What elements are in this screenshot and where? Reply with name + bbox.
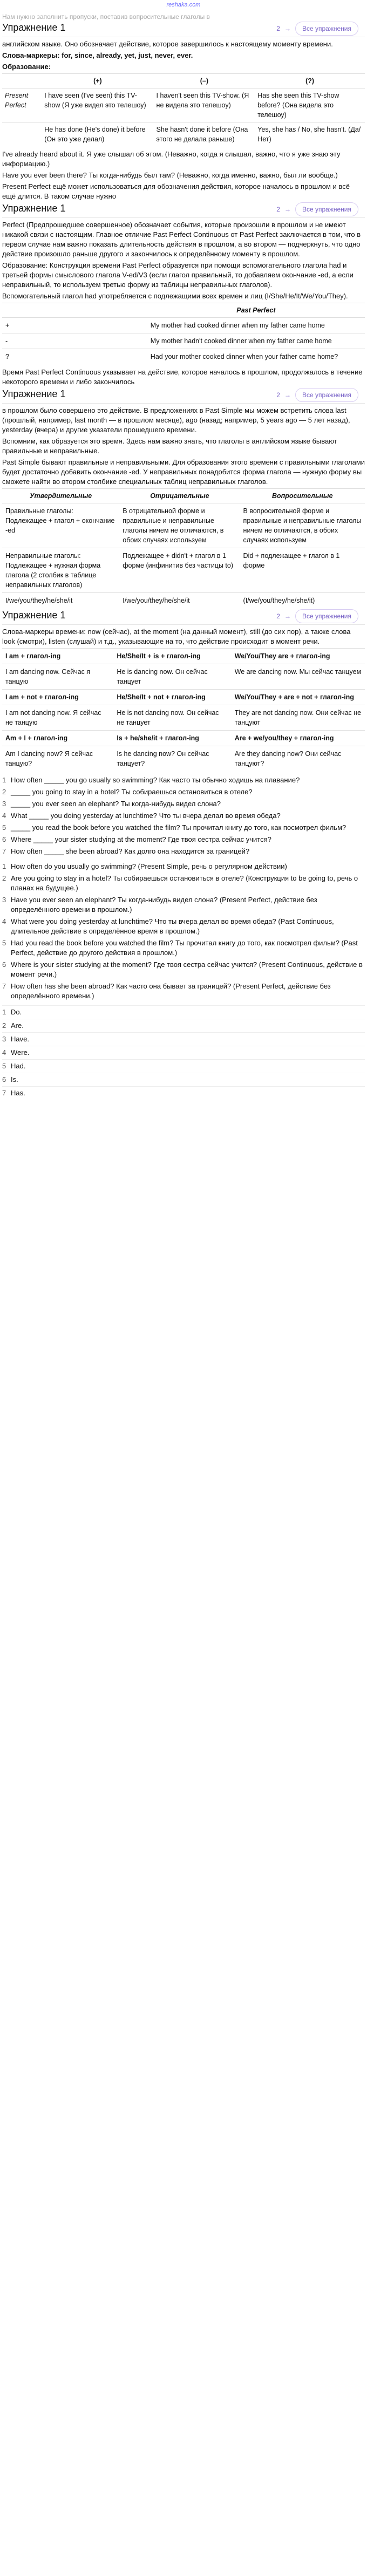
list-item: 7 How often _____ she been abroad? Как долго она находится за границей? xyxy=(2,847,250,855)
exercise-pager: 2 → Все упражнения xyxy=(276,202,358,216)
present-perfect-table xyxy=(2,73,365,146)
next-arrow-icon[interactable]: → xyxy=(284,612,291,620)
all-exercises-button[interactable]: Все упражнения xyxy=(295,388,358,402)
intro-text: английском языке. Оно обозначает действие, которое завершилось к настоящему моменту времени. xyxy=(2,40,333,48)
site-header xyxy=(2,0,365,12)
list-item: 6 Where is your sister studying at the moment? Где твоя сестра сейчас учится? (Present Continuous, действие в момент речи.) xyxy=(2,960,363,978)
explained-answers-list xyxy=(2,861,365,1002)
all-exercises-button[interactable]: Все упражнения xyxy=(295,202,358,216)
table-row: Правильные глаголы: Подлежащее + глагол + окончание -ed В отрицательной форме и правильные и неправильные глаголы ничем не отличаются, в обоих случаях используем В вопросительной форме и правильные и неправильные глаголы ничем не отличаются, в обоих случаях используем xyxy=(2,503,365,548)
list-item: 5 _____ you read the book before you watched the film? Ты прочитал книгу до того, как посмотрел фильм? xyxy=(2,823,346,832)
example-text: Have you ever been there? Ты когда-нибудь был там? (Неважно, когда именно, важно, был ли вообще.) xyxy=(2,171,338,179)
paragraph: Образование: Конструкция времени Past Perfect образуется при помощи вспомогательного глагола had и третьей формы смыслового глагола V-ed/V3 (если глагол правильный, то добавляем окончание -ed, а если неправильный, то используем третью форму из таблицы неправильных глаголов). xyxy=(2,261,354,289)
answer-item: 6 Is. xyxy=(2,1073,365,1086)
answer-item: 3 Have. xyxy=(2,1032,365,1046)
top-note: Нам нужно заполнить пропуски, поставив вопросительные глаголы в xyxy=(2,13,210,21)
list-item: 2 Are you going to stay in a hotel? Ты собираешься остановиться в отеле? (Конструкция to be going to, речь о планах на будущее.) xyxy=(2,874,358,892)
list-item: 6 Where _____ your sister studying at the moment? Где твоя сестра сейчас учится? xyxy=(2,835,271,843)
answers-list xyxy=(2,1005,365,1100)
list-item: 3 Have you ever seen an elephant? Ты когда-нибудь видел слона? (Present Perfect, действие без определённого времени в прошлом.) xyxy=(2,896,317,914)
all-exercises-button[interactable]: Все упражнения xyxy=(295,609,358,623)
exercise-pager: 2 → Все упражнения xyxy=(276,609,358,623)
list-item: 1 How often _____ you go usually so swimming? Как часто ты обычно ходишь на плавание? xyxy=(2,776,300,784)
table-row: I am + глагол-ing He/She/It + is + глагол-ing We/You/They are + глагол-ing xyxy=(2,649,365,664)
present-continuous-table xyxy=(2,648,365,771)
list-item: 7 How often has she been abroad? Как часто она бывает за границей? (Present Perfect, действие без определённого времени.) xyxy=(2,982,331,1000)
divider xyxy=(2,217,365,218)
table-header-row: (+) (–) (?) xyxy=(2,74,365,88)
table-row: Неправильные глаголы: Подлежащее + нужная форма глагола (2 столбик в таблице неправильных глаголов) Подлежащее + didn't + глагол в 1 форме (инфинитив без частицы to) Did + подлежащее + глагол в 1 форме xyxy=(2,548,365,593)
example-text: I've already heard about it. Я уже слышал об этом. (Неважно, когда я слышал, важно, что я уже знаю эту информацию.) xyxy=(2,150,341,168)
table-header-row: Утвердительные Отрицательные Вопросительные xyxy=(2,489,365,503)
paragraph: Past Simple бывают правильные и неправильными. Для образования этого времени с правильными глаголами будет достаточно добавить окончание -ed. У неправильных понадобится форма глагола — нужную форму вы сможете найти во втором столбике специальных таблиц неправильных глаголов. xyxy=(2,458,365,486)
page xyxy=(0,0,367,1104)
site-name[interactable]: reshaka.com xyxy=(166,2,201,8)
exercise-title: Упражнение 1 2 → Все упражнения xyxy=(2,389,365,402)
exercise-title: Упражнение 1 2 → Все упражнения xyxy=(2,203,365,216)
table-row: I am dancing now. Сейчас я танцую He is dancing now. Он сейчас танцует We are dancing now. Мы сейчас танцуем xyxy=(2,664,365,690)
table-header-row: Past Perfect xyxy=(2,303,365,318)
answer-item: 1 Do. xyxy=(2,1005,365,1019)
answer-item: 2 Are. xyxy=(2,1019,365,1032)
past-perfect-table xyxy=(2,303,365,364)
answer-item: 5 Had. xyxy=(2,1059,365,1073)
exercise-title xyxy=(2,23,365,36)
markers-text: Слова-маркеры: for, since, already, yet, just, never, ever. xyxy=(2,51,193,59)
exercise-label: Упражнение 1 xyxy=(2,22,66,33)
list-item: 4 What _____ you doing yesterday at lunchtime? Что ты вчера делал во время обеда? xyxy=(2,812,281,820)
divider xyxy=(2,624,365,625)
paragraph: в прошлом было совершено это действие. В предложениях в Past Simple мы можем встретить слова last (прошлый, например, last month — в прошлом месяце), ago (назад; например, 5 years ago — 5 лет назад), yesterday (вчера) и другие указатели прошедшего времени. xyxy=(2,406,350,434)
list-item: 2 _____ you going to stay in a hotel? Ты собираешься остановиться в отеле? xyxy=(2,788,253,796)
table-row: Am I dancing now? Я сейчас танцую? Is he dancing now? Он сейчас танцует? Are they dancing now? Они сейчас танцуют? xyxy=(2,746,365,772)
next-arrow-icon[interactable]: → xyxy=(284,206,291,213)
answer-item: 4 Were. xyxy=(2,1046,365,1059)
next-arrow-icon[interactable]: → xyxy=(284,391,291,399)
table-row: I am not dancing now. Я сейчас не танцую He is not dancing now. Он сейчас не танцует They are not dancing now. Они сейчас не танцуют xyxy=(2,705,365,731)
table-row: Present Perfect I have seen (I've seen) this TV-show (Я уже видел это телешоу) I haven't seen this TV-show. (Я не видела это телешоу) Has she seen this TV-show before? (Она видела это телешоу) xyxy=(2,88,365,122)
list-item: 5 Had you read the book before you watched the film? Ты прочитал книгу до того, как посмотрел фильм? (Past Perfect, действие до другого действия в прошлом.) xyxy=(2,939,358,957)
paragraph: Вспомогательный глагол had употребляется с подлежащими всех времен и лиц (I/She/He/It/We/You/They). xyxy=(2,292,348,300)
formation-heading: Образование: xyxy=(2,63,51,71)
next-arrow-icon[interactable]: → xyxy=(284,25,291,32)
table-row: - My mother hadn't cooked dinner when my father came home xyxy=(2,333,365,349)
exercise-pager xyxy=(276,22,358,36)
paragraph: Вспомним, как образуется это время. Здесь нам важно знать, что глаголы в английском языке бывают правильные и неправильные. xyxy=(2,437,337,455)
exercise-number[interactable]: 2 xyxy=(276,25,280,32)
paragraph: Слова-маркеры времени: now (сейчас), at the moment (на данный момент), still (до сих пор), а также слова look (смотри), listen (слушай) и т.д., указывающие на то, что действие происходит в момент речи. xyxy=(2,628,351,645)
table-row: Am + I + глагол-ing Is + he/she/it + глагол-ing Are + we/you/they + глагол-ing xyxy=(2,731,365,746)
example-text: Present Perfect ещё может использоваться для обозначения действия, которое началось в прошлом и всё ещё длится. В таком случае нужно xyxy=(2,182,350,200)
past-simple-table xyxy=(2,488,365,608)
paragraph: Время Past Perfect Continuous указывает на действие, которое началось в прошлом, продолжалось в течение некоторого времени и либо закончилось xyxy=(2,368,363,386)
answer-item: 7 Has. xyxy=(2,1086,365,1100)
table-row: I am + not + глагол-ing He/She/It + not + глагол-ing We/You/They + are + not + глагол-ing xyxy=(2,690,365,705)
table-row: + My mother had cooked dinner when my father came home xyxy=(2,318,365,333)
question-list xyxy=(2,774,365,857)
list-item: 3 _____ you ever seen an elephant? Ты когда-нибудь видел слона? xyxy=(2,800,221,808)
paragraph: Perfect (Предпрошедшее совершенное) обозначает события, которые произошли в прошлом и не имеют никакой связи с настоящим. Главное отличие Past Perfect Continuous от Past Perfect заключается в том, что в первом случае нам важно показать длительность действия в прошлом, а во втором — подчеркнуть, что одно действие произошло раньше другого и закончилось к определённому моменту в прошлом. xyxy=(2,221,361,258)
list-item: 4 What were you doing yesterday at lunchtime? Что ты вчера делал во время обеда? (Past Continuous, длительное действие в определённое время в прошлом.) xyxy=(2,917,334,935)
table-row: I/we/you/they/he/she/it I/we/you/they/he/she/it (I/we/you/they/he/she/it) xyxy=(2,593,365,609)
table-row: ? Had your mother cooked dinner when your father came home? xyxy=(2,349,365,365)
list-item: 1 How often do you usually go swimming? (Present Simple, речь о регулярном действии) xyxy=(2,862,287,870)
all-exercises-button[interactable]: Все упражнения xyxy=(295,22,358,36)
exercise-title: Упражнение 1 2 → Все упражнения xyxy=(2,610,365,623)
divider xyxy=(2,403,365,404)
exercise-pager: 2 → Все упражнения xyxy=(276,388,358,402)
table-row: He has done (He's done) it before (Он это уже делал) She hasn't done it before (Она этого не делала раньше) Yes, she has / No, she hasn't. (Да/Нет) xyxy=(2,122,365,147)
